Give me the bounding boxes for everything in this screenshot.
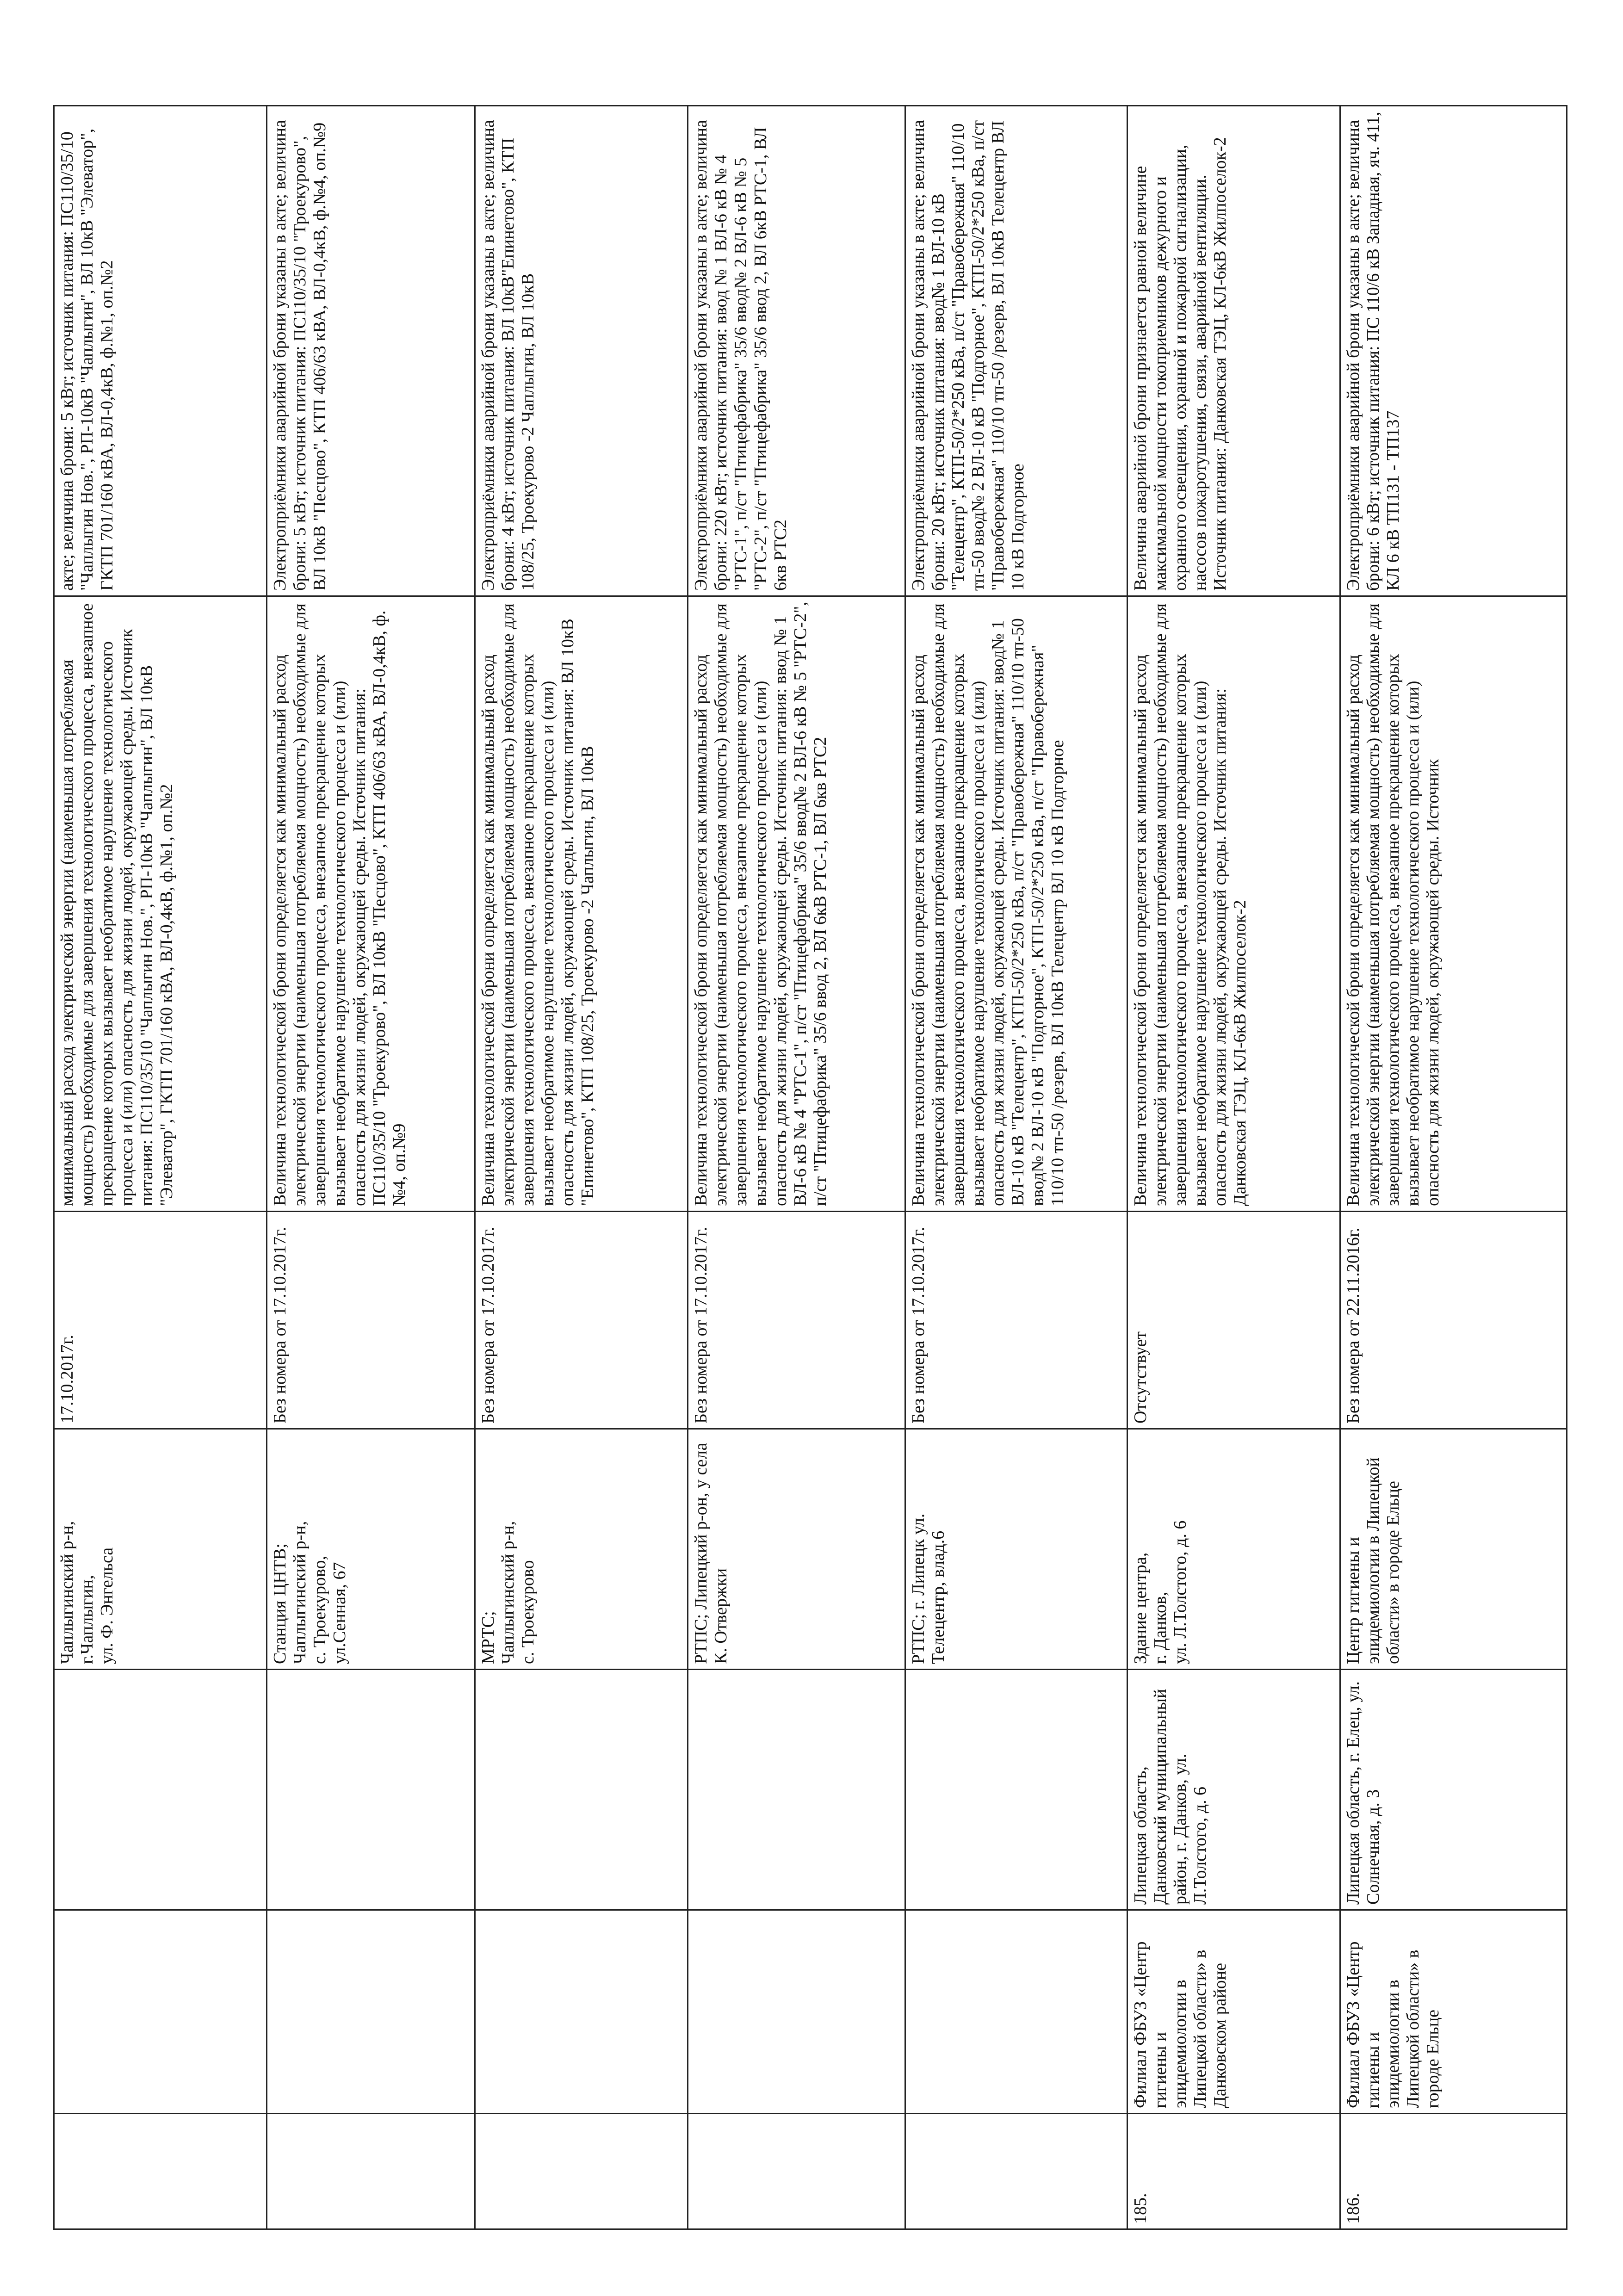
- act-cell: Без номера от 17.10.2017г.: [267, 1212, 475, 1429]
- object-cell: Центр гигиены и эпидемиологии в Липецкой области» в городе Ельце: [1340, 1429, 1567, 1670]
- emergency-reserve-cell: акте; величина брони: 5 кВт; источник питания: ПС110/35/10 "Чаплыгин Нов.", РП-10кВ "Чаплыгин", ВЛ 10кВ "Элеватор", ГКТП 701/160 кВА, ВЛ-0,4кВ, ф.№1, оп.№2: [54, 106, 267, 596]
- object-cell: Чаплыгинский р-н, г.Чаплыгин, ул. Ф. Энгельса: [54, 1429, 267, 1670]
- organization-cell: [475, 1910, 688, 2114]
- technological-reserve-cell: Величина технологической брони определяется как минимальный расход электрической энергии (наименьшая потребляемая мощность) необходимые для завершения технологического процесса, внезапное прекращение которых вызывает необратимое нарушение технологического процесса и (или) опасность для жизни людей, окружающей среды. Источник питания: ПС110/35/10 "Троекурово", ВЛ 10кВ "Песцово", КТП 406/63 кВА, ВЛ-0,4кВ, ф.№4, оп.№9: [267, 596, 475, 1212]
- act-cell: Без номера от 17.10.2017г.: [905, 1212, 1127, 1429]
- act-cell: Отсутствует: [1127, 1212, 1340, 1429]
- emergency-reserve-cell: Электроприёмники аварийной брони указаны в акте; величина брони: 220 кВт; источник питания: ввод № 1 ВЛ-6 кВ № 4 "РТС-1", п/ст "Птицефабрика" 35/6 ввод№ 2 ВЛ-6 кВ № 5 "РТС-2", п/ст "Птицефабрика" 35/6 ввод 2, ВЛ 6кВ РТС-1, ВЛ 6кв РТС2: [688, 106, 905, 596]
- row-number-cell: [267, 2114, 475, 2229]
- organization-cell: [688, 1910, 905, 2114]
- organization-address-cell: [905, 1670, 1127, 1910]
- technological-reserve-cell: Величина технологической брони определяется как минимальный расход электрической энергии (наименьшая потребляемая мощность) необходимые для завершения технологического процесса, внезапное прекращение которых вызывает необратимое нарушение технологического процесса и (или) опасность для жизни людей, окружающей среды. Источник питания: ввод № 1 ВЛ-6 кВ № 4 "РТС-1", п/ст "Птицефабрика" 35/6 ввод№ 2 ВЛ-6 кВ № 5 "РТС-2", п/ст "Птицефабрика" 35/6 ввод 2, ВЛ 6кВ РТС-1, ВЛ 6кв РТС2: [688, 596, 905, 1212]
- row-number-cell: [905, 2114, 1127, 2229]
- object-cell: МРТС; Чаплыгинский р-н, с. Троекурово: [475, 1429, 688, 1670]
- row-number-cell: [54, 2114, 267, 2229]
- table-row: [54, 106, 267, 2229]
- act-cell: Без номера от 22.11.2016г.: [1340, 1212, 1567, 1429]
- table-row: [1340, 106, 1567, 2229]
- technological-reserve-cell: Величина технологической брони определяется как минимальный расход электрической энергии (наименьшая потребляемая мощность) необходимые для завершения технологического процесса, внезапное прекращение которых вызывает необратимое нарушение технологического процесса и (или) опасность для жизни людей, окружающей среды. Источник питания: ввод№ 1 ВЛ-10 кВ "Телецентр", КТП-50/2*250 кВа, п/ст "Правобережная" 110/10 тп-50 ввод№ 2 ВЛ-10 кВ "Подгорное", КТП-50/2*250 кВа, п/ст "Правобережная" 110/10 тп-50 /резерв, ВЛ 10кВ Телецентр ВЛ 10 кВ Подгорное: [905, 596, 1127, 1212]
- row-number-cell: [688, 2114, 905, 2229]
- table-row: [688, 106, 905, 2229]
- object-cell: РТПС; г. Липецк ул. Телецентр, влад.6: [905, 1429, 1127, 1670]
- emergency-reserve-cell: Электроприёмники аварийной брони указаны в акте; величина брони: 6 кВт; источник питания: ПС 110/6 кВ Западная, яч. 411, КЛ 6 кВ ТП131 - ТП137: [1340, 106, 1567, 596]
- emergency-reserve-cell: Величина аварийной брони признается равной величине максимальной мощности токоприемников дежурного и охранного освещения, охранной и пожарной сигнализации, насосов пожаротушения, связи, аварийной вентиляции. Источник питания: Данковская ТЭЦ, КЛ-6кВ Жилпоселок-2: [1127, 106, 1340, 596]
- organization-cell: [54, 1910, 267, 2114]
- table-row: [267, 106, 475, 2229]
- row-number-cell: 185.: [1127, 2114, 1340, 2229]
- organization-cell: Филиал ФБУЗ «Центр гигиены и эпидемиологии в Липецкой области» в Данковском районе: [1127, 1910, 1340, 2114]
- table-row: [1127, 106, 1340, 2229]
- emergency-reserve-cell: Электроприёмники аварийной брони указаны в акте; величина брони: 5 кВт; источник питания: ПС110/35/10 "Троекурово", ВЛ 10кВ "Песцово", КТП 406/63 кВА, ВЛ-0,4кВ, ф.№4, оп.№9: [267, 106, 475, 596]
- technological-reserve-cell: Величина технологической брони определяется как минимальный расход электрической энергии (наименьшая потребляемая мощность) необходимые для завершения технологического процесса, внезапное прекращение которых вызывает необратимое нарушение технологического процесса и (или) опасность для жизни людей, окружающей среды. Источник питания: ВЛ 10кВ "Епинетово", КТП 108/25, Троекурово -2 Чаплыгин, ВЛ 10кВ: [475, 596, 688, 1212]
- object-cell: Здание центра, г. Данков, ул. Л.Толстого, д. 6: [1127, 1429, 1340, 1670]
- technological-reserve-cell: Величина технологической брони определяется как минимальный расход электрической энергии (наименьшая потребляемая мощность) необходимые для завершения технологического процесса, внезапное прекращение которых вызывает необратимое нарушение технологического процесса и (или) опасность для жизни людей, окружающей среды. Источник питания: Данковская ТЭЦ, КЛ-6кВ Жилпоселок-2: [1127, 596, 1340, 1212]
- organization-address-cell: [688, 1670, 905, 1910]
- organization-address-cell: Липецкая область, Данковский муниципальный район, г. Данков, ул. Л.Толстого, д. 6: [1127, 1670, 1340, 1910]
- technological-reserve-cell: минимальный расход электрической энергии (наименьшая потребляемая мощность) необходимые для завершения технологического процесса, внезапное прекращение которых вызывает необратимое нарушение технологического процесса и (или) опасность для жизни людей, окружающей среды. Источник питания: ПС110/35/10 "Чаплыгин Нов.", РП-10кВ "Чаплыгин", ВЛ 10кВ "Элеватор", ГКТП 701/160 кВА, ВЛ-0,4кВ, ф.№1, оп.№2: [54, 596, 267, 1212]
- row-number-cell: [475, 2114, 688, 2229]
- organization-cell: [905, 1910, 1127, 2114]
- table-row: [475, 106, 688, 2229]
- table-row: [905, 106, 1127, 2229]
- act-cell: Без номера от 17.10.2017г.: [688, 1212, 905, 1429]
- act-cell: Без номера от 17.10.2017г.: [475, 1212, 688, 1429]
- emergency-reserve-cell: Электроприёмники аварийной брони указаны в акте; величина брони: 4 кВт; источник питания: ВЛ 10кВ"Епинетово", КТП 108/25, Троекурово -2 Чаплыгин, ВЛ 10кВ: [475, 106, 688, 596]
- object-cell: Станция ЦНТВ; Чаплыгинский р-н, с. Троекурово, ул.Сенная, 67: [267, 1429, 475, 1670]
- power-reservation-table: [53, 105, 1567, 2230]
- emergency-reserve-cell: Электроприёмники аварийной брони указаны в акте; величина брони: 20 кВт; источник питания: ввод№ 1 ВЛ-10 кВ "Телецентр", КТП-50/2*250 кВа, п/ст "Правобережная" 110/10 тп-50 ввод№ 2 ВЛ-10 кВ "Подгорное", КТП-50/2*250 кВа, п/ст "Правобережная" 110/10 тп-50 /резерв, ВЛ 10кВ Телецентр ВЛ 10 кВ Подгорное: [905, 106, 1127, 596]
- organization-address-cell: [475, 1670, 688, 1910]
- organization-cell: Филиал ФБУЗ «Центр гигиены и эпидемиологии в Липецкой области» в городе Ельце: [1340, 1910, 1567, 2114]
- organization-address-cell: [267, 1670, 475, 1910]
- technological-reserve-cell: Величина технологической брони определяется как минимальный расход электрической энергии (наименьшая потребляемая мощность) необходимые для завершения технологического процесса, внезапное прекращение которых вызывает необратимое нарушение технологического процесса и (или) опасность для жизни людей, окружающей среды. Источник: [1340, 596, 1567, 1212]
- rotated-table-container: [53, 106, 1566, 2230]
- organization-address-cell: Липецкая область, г. Елец, ул. Солнечная, д. 3: [1340, 1670, 1567, 1910]
- object-cell: РТПС; Липецкий р-он, у села К. Отвержки: [688, 1429, 905, 1670]
- organization-address-cell: [54, 1670, 267, 1910]
- organization-cell: [267, 1910, 475, 2114]
- row-number-cell: 186.: [1340, 2114, 1567, 2229]
- act-cell: 17.10.2017г.: [54, 1212, 267, 1429]
